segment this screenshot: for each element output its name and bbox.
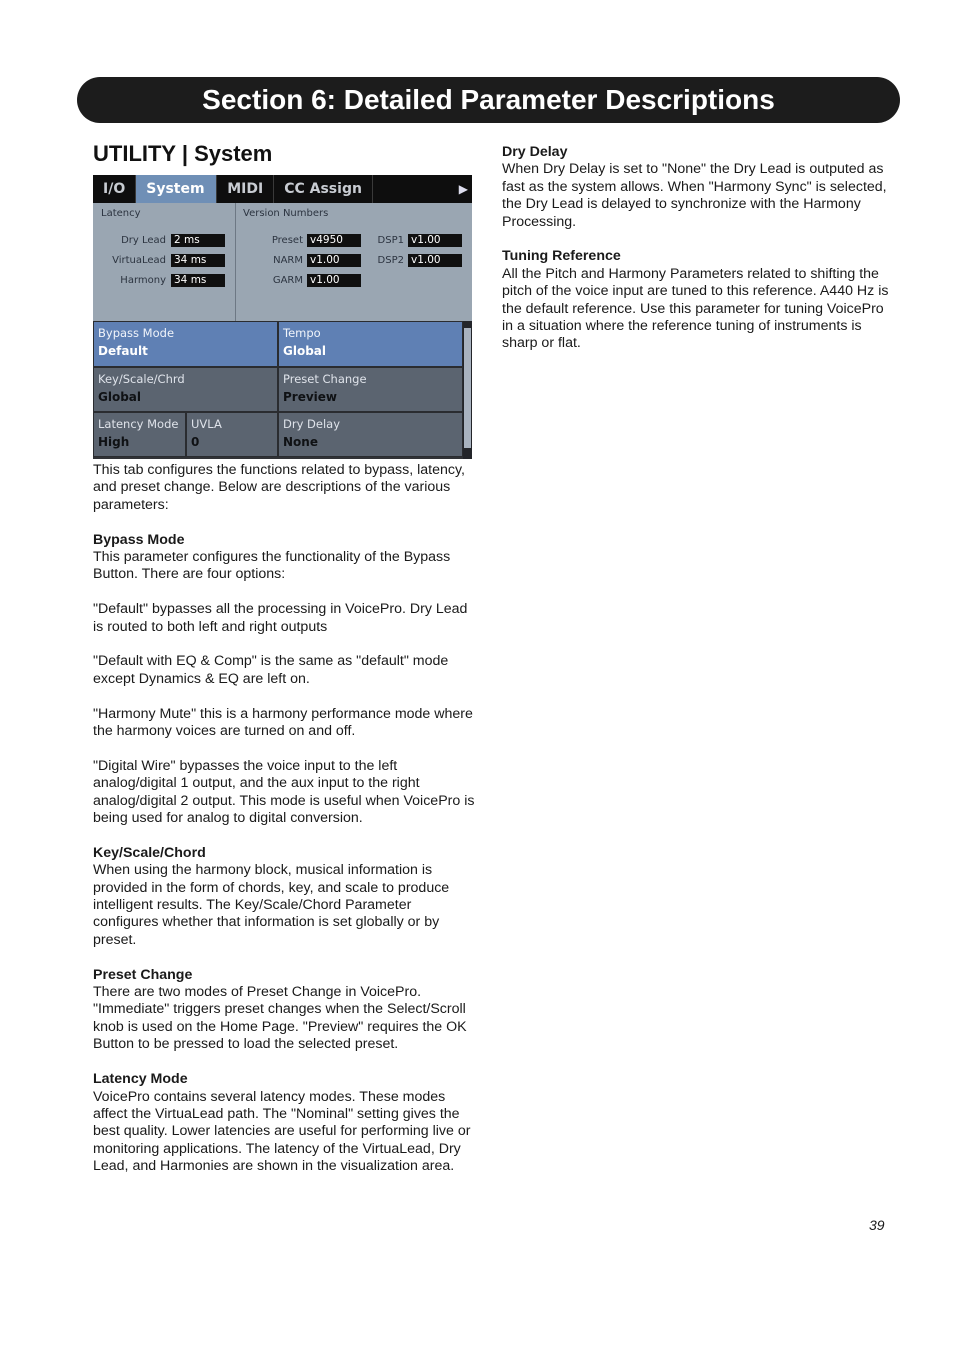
paragraph-text: "Default with EQ & Comp" is the same as "default" mode except Dynamics & EQ are left on. [93,653,449,687]
dry-delay-param[interactable] [278,412,463,457]
paragraph-text: When Dry Delay is set to "None" the Dry Lead is outputed as fast as the system allows. When "Harmony Sync" is selected, the Dry Lead is delayed to synchronize with the Harmony Processing. [502,161,887,230]
system-tab-screenshot [93,175,472,459]
paragraph-text: "Default" bypasses all the processing in VoicePro. Dry Lead is routed to both left and right outputs [93,601,468,635]
paragraph-text: VoicePro contains several latency modes. These modes affect the VirtuaLead path. The "Nominal" setting gives the best quality. Lower latencies are useful for performing live or monitoring applications. The latency of the VirtuaLead, Dry Lead, and Harmonies are shown in the visualization area. [93,1088,471,1175]
paragraph-text: This tab configures the functions related to bypass, latency, and preset change. Below are descriptions of the various parameters: [93,462,465,513]
param-value: 0 [191,435,200,449]
param-label: UVLA [191,417,222,431]
param-label: Bypass Mode [98,326,175,340]
param-label: Latency Mode [98,417,179,431]
garm-version-value: v1.00 [307,274,361,287]
virtualead-latency-value: 34 ms [171,254,225,267]
tab-bar [93,175,472,203]
narm-version-label: NARM [273,255,303,266]
bypass-option-eq-comp [93,653,477,688]
section-heading: Tuning Reference [502,248,621,265]
dsp1-version-label: DSP1 [377,235,404,246]
left-text-column [93,462,477,1193]
param-value: Preview [283,390,338,404]
tab-scroll-right-icon[interactable]: ▶ [458,182,468,196]
bypass-option-default [93,601,477,636]
param-value: Default [98,344,148,358]
section-heading: Preset Change [93,966,193,983]
key-scale-chord-param[interactable] [93,367,278,412]
narm-version-value: v1.00 [307,254,361,267]
paragraph-text: "Harmony Mute" this is a harmony performance mode where the harmony voices are turned on and off. [93,705,473,740]
param-label: Key/Scale/Chrd [98,372,185,386]
dry-lead-label: Dry Lead [121,235,166,246]
param-label: Dry Delay [283,417,341,431]
paragraph-text: "Digital Wire" bypasses the voice input to the left analog/digital 1 output, and the aux input to the right analog/digital 2 output. This mode is useful when VoicePro is being used for analog to digital conversion. [93,757,475,827]
param-value: Global [98,390,142,404]
section-banner [77,77,900,123]
paragraph-text: There are two modes of Preset Change in VoicePro. "Immediate" triggers preset changes when the Select/Scroll knob is used on the Home Page. "Preview" requires the OK Button to be pressed to load the selected preset. [93,984,467,1053]
preset-change-section [93,967,477,1054]
section-heading: Latency Mode [93,1071,188,1088]
dry-lead-latency-value: 2 ms [171,234,225,247]
page-number: 39 [869,1217,885,1233]
section-heading: Key/Scale/Chord [93,844,206,861]
param-label: Preset Change [283,372,367,386]
preset-version-value: v4950 [307,234,361,247]
scrollbar-thumb[interactable] [464,328,471,448]
latency-mode-section [93,1071,477,1175]
param-value: High [98,435,130,449]
section-heading: Bypass Mode [93,531,185,548]
dsp1-version-value: v1.00 [408,234,462,247]
tab-io[interactable]: I/O [93,175,136,203]
latency-mode-param[interactable] [93,412,186,457]
group-divider [235,203,236,321]
param-value: None [283,435,318,449]
preset-change-param[interactable] [278,367,463,412]
uvla-param[interactable] [186,412,278,457]
virtualead-label: VirtuaLead [112,255,166,266]
bypass-option-digital-wire [93,758,477,828]
preset-version-label: Preset [271,235,303,246]
bypass-option-harmony-mute [93,706,477,741]
bypass-mode-section [93,532,477,584]
intro-paragraph [93,462,477,514]
tab-system[interactable]: System [136,175,217,203]
latency-group-label: Latency [101,208,141,219]
param-value: Global [283,344,327,358]
utility-system-heading: UTILITY | System [93,141,273,166]
dsp2-version-value: v1.00 [408,254,462,267]
version-numbers-label: Version Numbers [243,208,329,219]
dsp2-version-label: DSP2 [377,255,404,266]
section-heading: Dry Delay [502,144,568,160]
harmony-latency-value: 34 ms [171,274,225,287]
tuning-reference-section [502,248,890,352]
garm-version-label: GARM [272,275,303,286]
harmony-label: Harmony [120,275,166,286]
dry-delay-section [502,144,890,231]
tab-cc-assign[interactable]: CC Assign [274,175,373,203]
bypass-mode-param[interactable] [93,321,278,367]
paragraph-text: This parameter configures the functionality of the Bypass Button. There are four options: [93,549,451,583]
paragraph-text: All the Pitch and Harmony Parameters related to shifting the pitch of the voice input are tuned to this reference. A440 Hz is the default reference. Use this parameter for tuning VoicePro in a situation where the reference tuning of instruments is sharp or flat. [502,265,889,352]
tempo-param[interactable] [278,321,463,367]
paragraph-text: When using the harmony block, musical information is provided in the form of chords, key, and scale to produce intelligent results. The Key/Scale/Chord Parameter configures whether that information is set globally or by preset. [93,862,450,948]
section-title: Section 6: Detailed Parameter Descriptions [202,84,775,115]
key-scale-chord-section [93,845,477,949]
tab-midi[interactable]: MIDI [217,175,274,203]
right-text-column [502,144,890,370]
param-label: Tempo [283,326,321,340]
